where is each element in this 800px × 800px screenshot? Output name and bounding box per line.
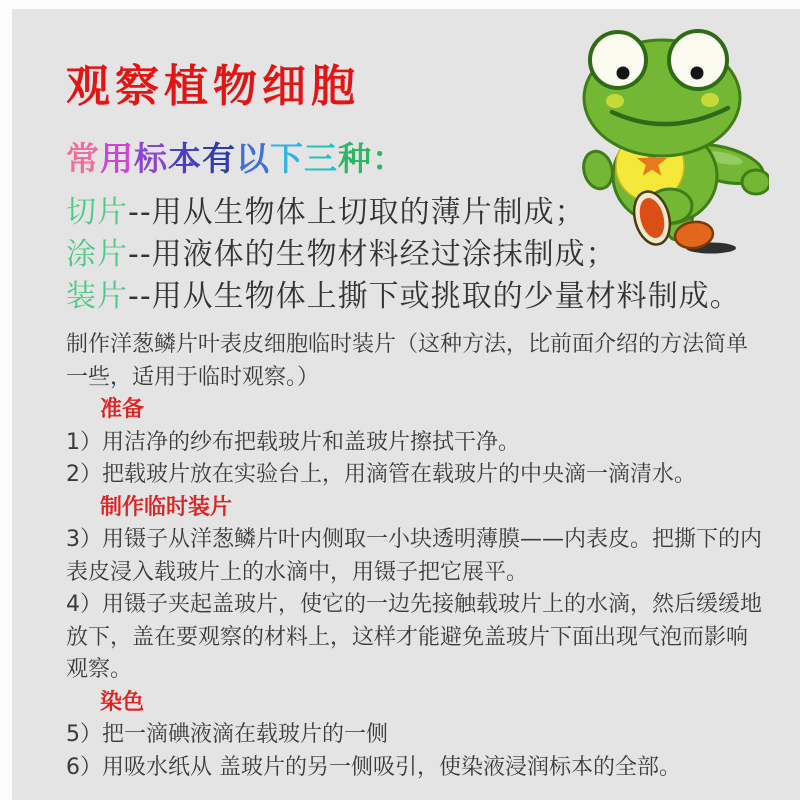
specimen-term: 装片 <box>66 279 128 314</box>
subtitle-char: 种 <box>338 139 372 178</box>
section-header-stain: 染色 <box>100 689 145 715</box>
subtitle-char: 标 <box>134 139 168 178</box>
step-6: 6）用吸水纸从 盖玻片的另一侧吸引，使染液浸润标本的全部。 <box>66 754 681 780</box>
frog-mascot-illustration <box>573 16 769 262</box>
section-header-prepare: 准备 <box>100 397 145 422</box>
procedure-text <box>66 329 768 784</box>
section-header-make-slide: 制作临时装片 <box>100 494 233 520</box>
specimen-term: 涂片 <box>66 237 128 272</box>
page-margin-top <box>0 0 800 9</box>
step-3: 3）用镊子从洋葱鳞片叶内侧取一小块透明薄膜——内表皮。把撕下的内表皮浸入载玻片上的水滴中，用镊子把它展平。 <box>66 527 762 585</box>
specimen-line-zhuangpian <box>66 276 741 318</box>
subtitle-char: 三 <box>304 139 338 178</box>
intro-paragraph: 制作洋葱鳞片叶表皮细胞临时装片（这种方法，比前面介绍的方法简单一些，适用于临时观察。） <box>66 332 749 390</box>
subtitle-char: 以 <box>236 139 270 178</box>
frog-cheek-right <box>701 93 719 107</box>
subtitle-char: 本 <box>168 139 202 178</box>
step-4: 4）用镊子夹起盖玻片，使它的一边先接触载玻片上的水滴，然后缓缓地放下，盖在要观察的材料上，这样才能避免盖玻片下面出现气泡而影响观察。 <box>66 592 762 682</box>
specimen-desc: --用从生物体上切取的薄片制成； <box>128 195 586 230</box>
page-title: 观察植物细胞 <box>66 61 360 112</box>
subtitle-char: 下 <box>270 139 304 178</box>
subtitle-char: 常 <box>66 139 100 178</box>
specimen-desc: --用从生物体上撕下或挑取的少量材料制成。 <box>128 279 741 314</box>
page-margin-left <box>0 0 12 800</box>
frog-arm-left <box>580 148 617 192</box>
frog-cheek-left <box>606 94 624 108</box>
subtitle-char: ： <box>372 139 406 178</box>
step-5: 5）把一滴碘液滴在载玻片的一侧 <box>66 722 388 747</box>
subtitle-char: 用 <box>100 139 134 178</box>
step-1: 1）用洁净的纱布把载玻片和盖玻片擦拭干净。 <box>66 429 520 455</box>
specimen-term: 切片 <box>66 195 128 230</box>
specimen-desc: --用液体的生物材料经过涂抹制成； <box>128 237 617 272</box>
subtitle-char: 有 <box>202 139 236 178</box>
subtitle <box>66 133 406 180</box>
step-2: 2）把载玻片放在实验台上，用滴管在载玻片的中央滴一滴清水。 <box>66 462 696 487</box>
